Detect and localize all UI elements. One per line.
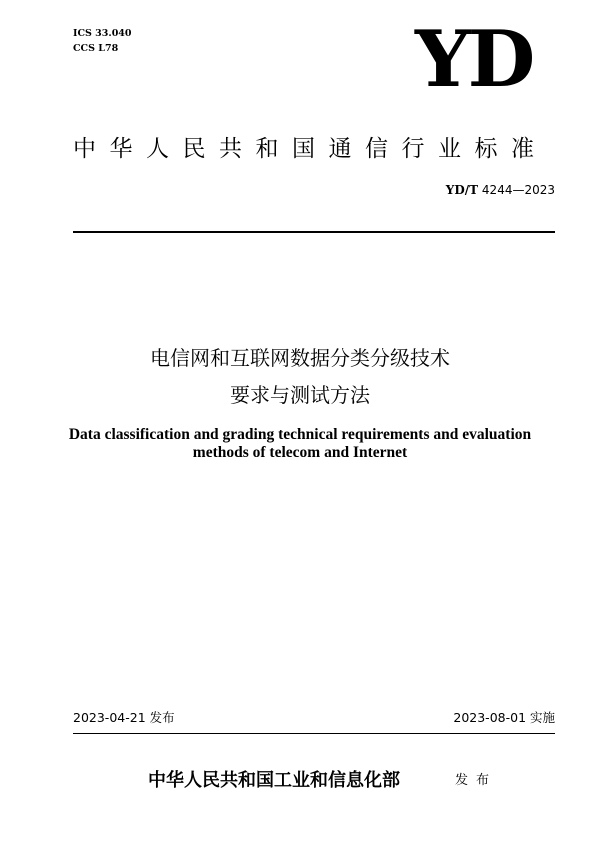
standard-number xyxy=(405,182,555,198)
yd-logo: YD xyxy=(415,14,533,105)
ccs-code: CCS L78 xyxy=(73,43,119,54)
bottom-divider xyxy=(73,733,555,734)
implementation-date: 2023-08-01 实施 xyxy=(453,710,555,725)
title-cn-line2: 要求与测试方法 xyxy=(230,383,370,407)
top-divider xyxy=(73,231,555,233)
title-cn-line1: 电信网和互联网数据分类分级技术 xyxy=(150,346,450,370)
standard-number-suffix: 4244—2023 xyxy=(481,183,555,197)
issue-date: 2023-04-21 发布 xyxy=(73,710,175,725)
classification-codes xyxy=(73,26,132,56)
issue-label: 发布 xyxy=(455,773,498,788)
standard-category: 中华人民共和国通信行业标准 xyxy=(73,136,548,162)
title-en-line1: Data classification and grading technical requirements and evaluation xyxy=(68,426,532,443)
standard-number-prefix: YD/T xyxy=(445,183,479,197)
ics-code: ICS 33.040 xyxy=(73,28,132,39)
issuing-authority: 中华人民共和国工业和信息化部 xyxy=(148,770,400,791)
title-en-line2: methods of telecom and Internet xyxy=(192,444,408,461)
